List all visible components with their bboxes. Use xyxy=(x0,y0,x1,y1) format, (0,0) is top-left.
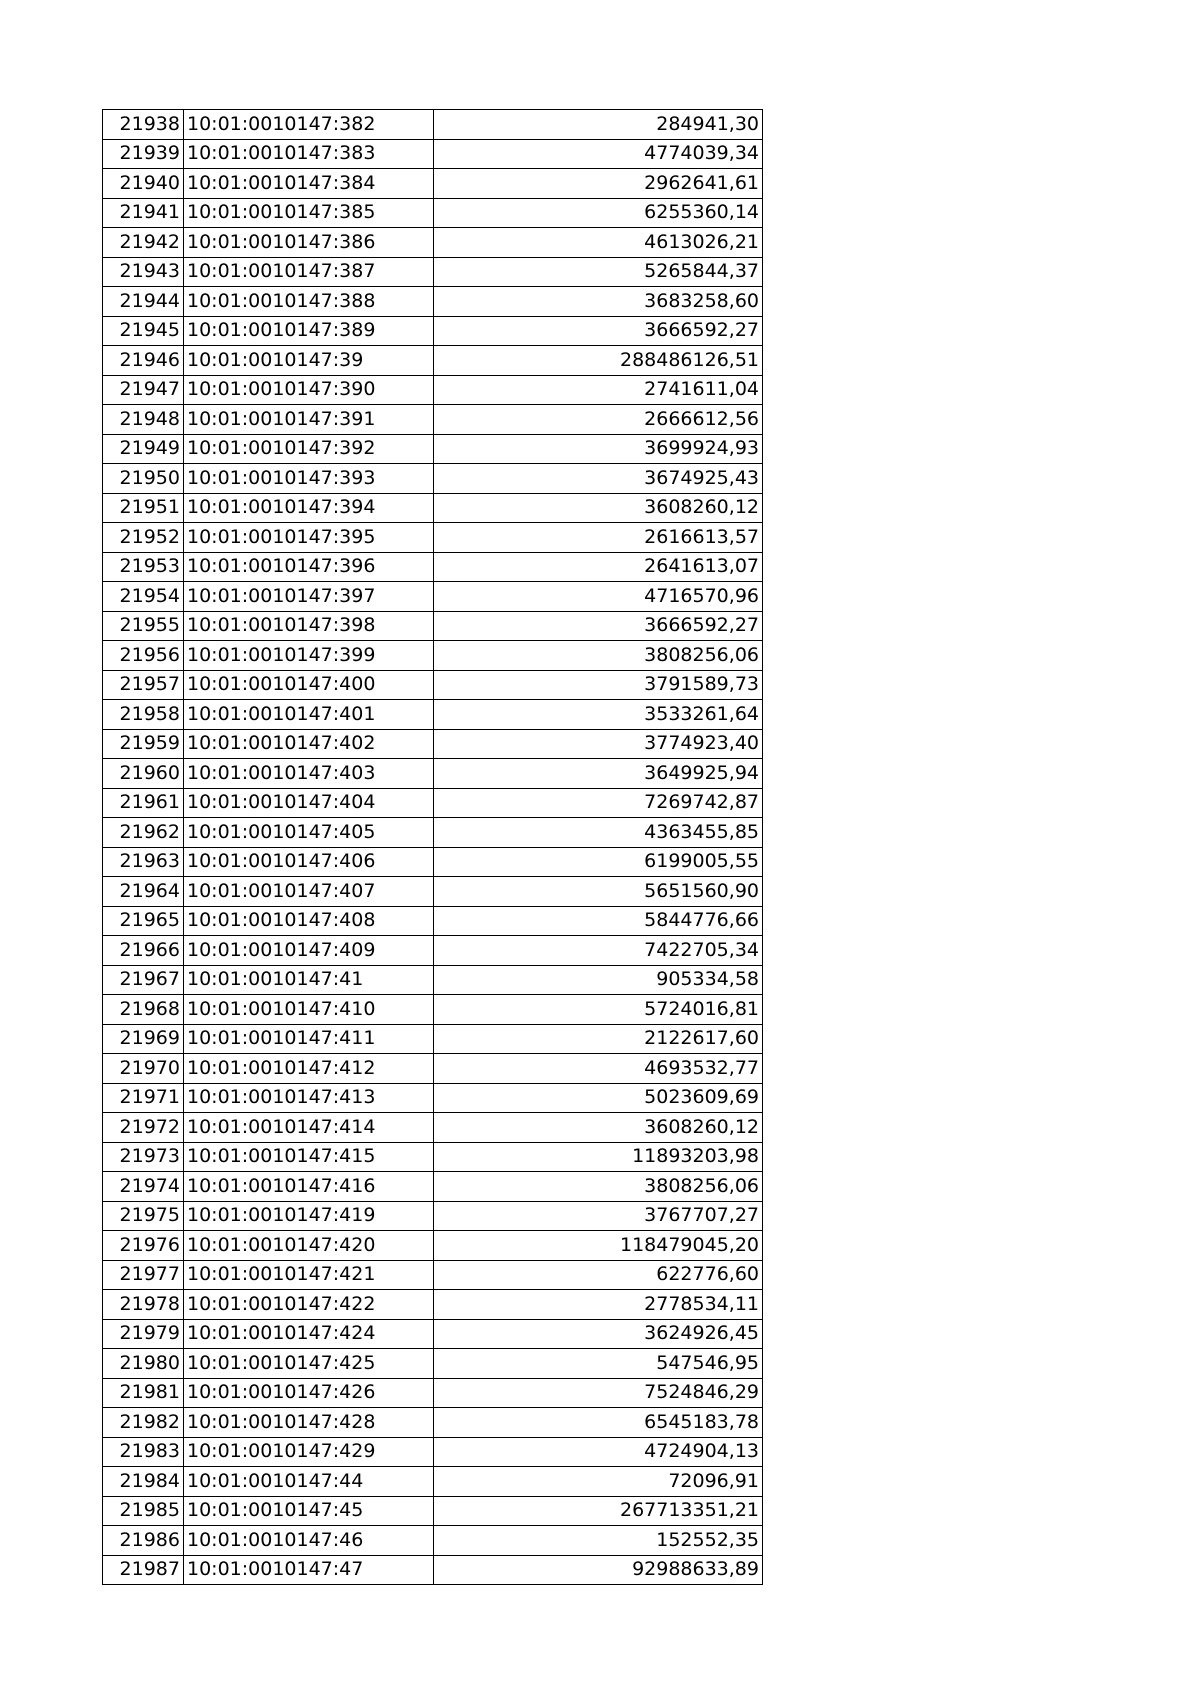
cadastral-value-cell: 3774923,40 xyxy=(434,729,763,759)
row-number-cell: 21953 xyxy=(103,552,184,582)
cadastral-number-cell: 10:01:0010147:411 xyxy=(184,1024,434,1054)
table-row xyxy=(103,1378,763,1408)
cadastral-value-cell: 6199005,55 xyxy=(434,847,763,877)
cadastral-value-cell: 6255360,14 xyxy=(434,198,763,228)
cadastral-value-cell: 2122617,60 xyxy=(434,1024,763,1054)
cadastral-number-cell: 10:01:0010147:390 xyxy=(184,375,434,405)
row-number-cell: 21946 xyxy=(103,346,184,376)
cadastral-value-cell: 3674925,43 xyxy=(434,464,763,494)
table-row xyxy=(103,1526,763,1556)
cadastral-number-cell: 10:01:0010147:415 xyxy=(184,1142,434,1172)
cadastral-number-cell: 10:01:0010147:428 xyxy=(184,1408,434,1438)
cadastral-number-cell: 10:01:0010147:387 xyxy=(184,257,434,287)
table-row xyxy=(103,1555,763,1585)
cadastral-value-cell: 3608260,12 xyxy=(434,493,763,523)
table-row xyxy=(103,759,763,789)
table-row xyxy=(103,1260,763,1290)
table-row xyxy=(103,434,763,464)
table-row xyxy=(103,405,763,435)
table-row xyxy=(103,110,763,140)
row-number-cell: 21950 xyxy=(103,464,184,494)
cadastral-number-cell: 10:01:0010147:414 xyxy=(184,1113,434,1143)
cadastral-value-cell: 5651560,90 xyxy=(434,877,763,907)
table-row xyxy=(103,1467,763,1497)
cadastral-number-cell: 10:01:0010147:419 xyxy=(184,1201,434,1231)
cadastral-value-cell: 905334,58 xyxy=(434,965,763,995)
cadastral-value-cell: 2778534,11 xyxy=(434,1290,763,1320)
row-number-cell: 21944 xyxy=(103,287,184,317)
row-number-cell: 21964 xyxy=(103,877,184,907)
cadastral-value-cell: 2741611,04 xyxy=(434,375,763,405)
cadastral-number-cell: 10:01:0010147:391 xyxy=(184,405,434,435)
cadastral-number-cell: 10:01:0010147:416 xyxy=(184,1172,434,1202)
cadastral-number-cell: 10:01:0010147:383 xyxy=(184,139,434,169)
cadastral-number-cell: 10:01:0010147:424 xyxy=(184,1319,434,1349)
cadastral-value-cell: 4693532,77 xyxy=(434,1054,763,1084)
row-number-cell: 21969 xyxy=(103,1024,184,1054)
table-row xyxy=(103,1349,763,1379)
row-number-cell: 21955 xyxy=(103,611,184,641)
row-number-cell: 21971 xyxy=(103,1083,184,1113)
cadastral-value-cell: 2616613,57 xyxy=(434,523,763,553)
table-row xyxy=(103,1113,763,1143)
row-number-cell: 21960 xyxy=(103,759,184,789)
cadastral-number-cell: 10:01:0010147:384 xyxy=(184,169,434,199)
cadastral-value-cell: 4774039,34 xyxy=(434,139,763,169)
table-row xyxy=(103,1142,763,1172)
cadastral-number-cell: 10:01:0010147:385 xyxy=(184,198,434,228)
cadastral-number-cell: 10:01:0010147:413 xyxy=(184,1083,434,1113)
table-row xyxy=(103,139,763,169)
cadastral-number-cell: 10:01:0010147:393 xyxy=(184,464,434,494)
cadastral-value-cell: 288486126,51 xyxy=(434,346,763,376)
table-row xyxy=(103,1231,763,1261)
row-number-cell: 21949 xyxy=(103,434,184,464)
table-row xyxy=(103,906,763,936)
table-row xyxy=(103,936,763,966)
cadastral-value-cell: 3791589,73 xyxy=(434,670,763,700)
table-row xyxy=(103,287,763,317)
cadastral-number-cell: 10:01:0010147:426 xyxy=(184,1378,434,1408)
row-number-cell: 21963 xyxy=(103,847,184,877)
row-number-cell: 21958 xyxy=(103,700,184,730)
row-number-cell: 21956 xyxy=(103,641,184,671)
row-number-cell: 21974 xyxy=(103,1172,184,1202)
cadastral-value-cell: 5724016,81 xyxy=(434,995,763,1025)
row-number-cell: 21943 xyxy=(103,257,184,287)
table-row xyxy=(103,198,763,228)
cadastral-number-cell: 10:01:0010147:410 xyxy=(184,995,434,1025)
row-number-cell: 21952 xyxy=(103,523,184,553)
row-number-cell: 21939 xyxy=(103,139,184,169)
row-number-cell: 21941 xyxy=(103,198,184,228)
table-row xyxy=(103,316,763,346)
row-number-cell: 21965 xyxy=(103,906,184,936)
table-row xyxy=(103,818,763,848)
cadastral-value-cell: 3666592,27 xyxy=(434,316,763,346)
table-row xyxy=(103,1201,763,1231)
table-row xyxy=(103,1172,763,1202)
cadastral-number-cell: 10:01:0010147:46 xyxy=(184,1526,434,1556)
cadastral-number-cell: 10:01:0010147:405 xyxy=(184,818,434,848)
cadastral-number-cell: 10:01:0010147:394 xyxy=(184,493,434,523)
table-row xyxy=(103,582,763,612)
cadastral-number-cell: 10:01:0010147:395 xyxy=(184,523,434,553)
table-row xyxy=(103,877,763,907)
cadastral-value-cell: 7269742,87 xyxy=(434,788,763,818)
table-row xyxy=(103,523,763,553)
table-row xyxy=(103,700,763,730)
cadastral-number-cell: 10:01:0010147:399 xyxy=(184,641,434,671)
table-row xyxy=(103,729,763,759)
cadastral-number-cell: 10:01:0010147:39 xyxy=(184,346,434,376)
table-body xyxy=(103,110,763,1585)
cadastral-value-cell: 3683258,60 xyxy=(434,287,763,317)
row-number-cell: 21987 xyxy=(103,1555,184,1585)
row-number-cell: 21948 xyxy=(103,405,184,435)
cadastral-value-cell: 284941,30 xyxy=(434,110,763,140)
row-number-cell: 21975 xyxy=(103,1201,184,1231)
cadastral-value-cell: 2962641,61 xyxy=(434,169,763,199)
row-number-cell: 21951 xyxy=(103,493,184,523)
row-number-cell: 21962 xyxy=(103,818,184,848)
cadastral-number-cell: 10:01:0010147:412 xyxy=(184,1054,434,1084)
row-number-cell: 21981 xyxy=(103,1378,184,1408)
cadastral-value-cell: 3767707,27 xyxy=(434,1201,763,1231)
row-number-cell: 21945 xyxy=(103,316,184,346)
cadastral-value-cell: 7422705,34 xyxy=(434,936,763,966)
table-row xyxy=(103,1083,763,1113)
table-row xyxy=(103,552,763,582)
cadastral-number-cell: 10:01:0010147:388 xyxy=(184,287,434,317)
cadastral-value-cell: 6545183,78 xyxy=(434,1408,763,1438)
row-number-cell: 21977 xyxy=(103,1260,184,1290)
cadastral-number-cell: 10:01:0010147:421 xyxy=(184,1260,434,1290)
cadastral-number-cell: 10:01:0010147:406 xyxy=(184,847,434,877)
cadastral-number-cell: 10:01:0010147:47 xyxy=(184,1555,434,1585)
cadastral-value-cell: 267713351,21 xyxy=(434,1496,763,1526)
row-number-cell: 21940 xyxy=(103,169,184,199)
row-number-cell: 21968 xyxy=(103,995,184,1025)
cadastral-number-cell: 10:01:0010147:44 xyxy=(184,1467,434,1497)
cadastral-number-cell: 10:01:0010147:41 xyxy=(184,965,434,995)
cadastral-value-cell: 7524846,29 xyxy=(434,1378,763,1408)
table-row xyxy=(103,670,763,700)
cadastral-number-cell: 10:01:0010147:422 xyxy=(184,1290,434,1320)
row-number-cell: 21957 xyxy=(103,670,184,700)
cadastral-value-cell: 2641613,07 xyxy=(434,552,763,582)
table-row xyxy=(103,611,763,641)
cadastral-value-cell: 72096,91 xyxy=(434,1467,763,1497)
cadastral-number-cell: 10:01:0010147:403 xyxy=(184,759,434,789)
cadastral-value-cell: 4716570,96 xyxy=(434,582,763,612)
cadastral-number-cell: 10:01:0010147:382 xyxy=(184,110,434,140)
cadastral-number-cell: 10:01:0010147:392 xyxy=(184,434,434,464)
cadastral-value-cell: 3808256,06 xyxy=(434,1172,763,1202)
cadastral-number-cell: 10:01:0010147:425 xyxy=(184,1349,434,1379)
cadastral-value-cell: 5844776,66 xyxy=(434,906,763,936)
table-row xyxy=(103,788,763,818)
row-number-cell: 21942 xyxy=(103,228,184,258)
table-row xyxy=(103,464,763,494)
table-row xyxy=(103,375,763,405)
cadastral-value-cell: 152552,35 xyxy=(434,1526,763,1556)
cadastral-number-cell: 10:01:0010147:429 xyxy=(184,1437,434,1467)
cadastral-number-cell: 10:01:0010147:402 xyxy=(184,729,434,759)
row-number-cell: 21980 xyxy=(103,1349,184,1379)
cadastral-number-cell: 10:01:0010147:401 xyxy=(184,700,434,730)
table-row xyxy=(103,1290,763,1320)
table-row xyxy=(103,1408,763,1438)
table-row xyxy=(103,228,763,258)
cadastral-value-cell: 92988633,89 xyxy=(434,1555,763,1585)
cadastral-value-cell: 3666592,27 xyxy=(434,611,763,641)
table-row xyxy=(103,169,763,199)
cadastral-number-cell: 10:01:0010147:408 xyxy=(184,906,434,936)
row-number-cell: 21984 xyxy=(103,1467,184,1497)
cadastral-value-cell: 4613026,21 xyxy=(434,228,763,258)
table-row xyxy=(103,965,763,995)
cadastral-value-cell: 4363455,85 xyxy=(434,818,763,848)
cadastral-number-cell: 10:01:0010147:400 xyxy=(184,670,434,700)
table-row xyxy=(103,1319,763,1349)
cadastral-value-cell: 118479045,20 xyxy=(434,1231,763,1261)
cadastral-number-cell: 10:01:0010147:389 xyxy=(184,316,434,346)
table-row xyxy=(103,1437,763,1467)
cadastral-value-cell: 2666612,56 xyxy=(434,405,763,435)
row-number-cell: 21976 xyxy=(103,1231,184,1261)
row-number-cell: 21970 xyxy=(103,1054,184,1084)
row-number-cell: 21983 xyxy=(103,1437,184,1467)
cadastral-value-cell: 622776,60 xyxy=(434,1260,763,1290)
row-number-cell: 21961 xyxy=(103,788,184,818)
cadastral-value-cell: 3533261,64 xyxy=(434,700,763,730)
table-row xyxy=(103,1054,763,1084)
cadastral-value-cell: 3699924,93 xyxy=(434,434,763,464)
cadastral-value-table xyxy=(102,109,763,1585)
cadastral-number-cell: 10:01:0010147:397 xyxy=(184,582,434,612)
row-number-cell: 21986 xyxy=(103,1526,184,1556)
row-number-cell: 21979 xyxy=(103,1319,184,1349)
table-row xyxy=(103,493,763,523)
cadastral-number-cell: 10:01:0010147:386 xyxy=(184,228,434,258)
cadastral-number-cell: 10:01:0010147:409 xyxy=(184,936,434,966)
cadastral-number-cell: 10:01:0010147:404 xyxy=(184,788,434,818)
cadastral-value-cell: 3808256,06 xyxy=(434,641,763,671)
row-number-cell: 21966 xyxy=(103,936,184,966)
cadastral-value-cell: 11893203,98 xyxy=(434,1142,763,1172)
table-row xyxy=(103,1024,763,1054)
cadastral-value-cell: 5023609,69 xyxy=(434,1083,763,1113)
row-number-cell: 21978 xyxy=(103,1290,184,1320)
table-row xyxy=(103,346,763,376)
row-number-cell: 21972 xyxy=(103,1113,184,1143)
cadastral-number-cell: 10:01:0010147:407 xyxy=(184,877,434,907)
row-number-cell: 21967 xyxy=(103,965,184,995)
row-number-cell: 21973 xyxy=(103,1142,184,1172)
table-row xyxy=(103,1496,763,1526)
row-number-cell: 21954 xyxy=(103,582,184,612)
row-number-cell: 21982 xyxy=(103,1408,184,1438)
table-row xyxy=(103,995,763,1025)
cadastral-value-cell: 3649925,94 xyxy=(434,759,763,789)
cadastral-value-cell: 547546,95 xyxy=(434,1349,763,1379)
table-row xyxy=(103,847,763,877)
cadastral-value-cell: 3624926,45 xyxy=(434,1319,763,1349)
cadastral-number-cell: 10:01:0010147:420 xyxy=(184,1231,434,1261)
table-row xyxy=(103,641,763,671)
cadastral-value-cell: 5265844,37 xyxy=(434,257,763,287)
cadastral-number-cell: 10:01:0010147:398 xyxy=(184,611,434,641)
row-number-cell: 21947 xyxy=(103,375,184,405)
row-number-cell: 21985 xyxy=(103,1496,184,1526)
cadastral-number-cell: 10:01:0010147:45 xyxy=(184,1496,434,1526)
table-row xyxy=(103,257,763,287)
cadastral-value-cell: 4724904,13 xyxy=(434,1437,763,1467)
cadastral-number-cell: 10:01:0010147:396 xyxy=(184,552,434,582)
row-number-cell: 21959 xyxy=(103,729,184,759)
cadastral-value-cell: 3608260,12 xyxy=(434,1113,763,1143)
row-number-cell: 21938 xyxy=(103,110,184,140)
